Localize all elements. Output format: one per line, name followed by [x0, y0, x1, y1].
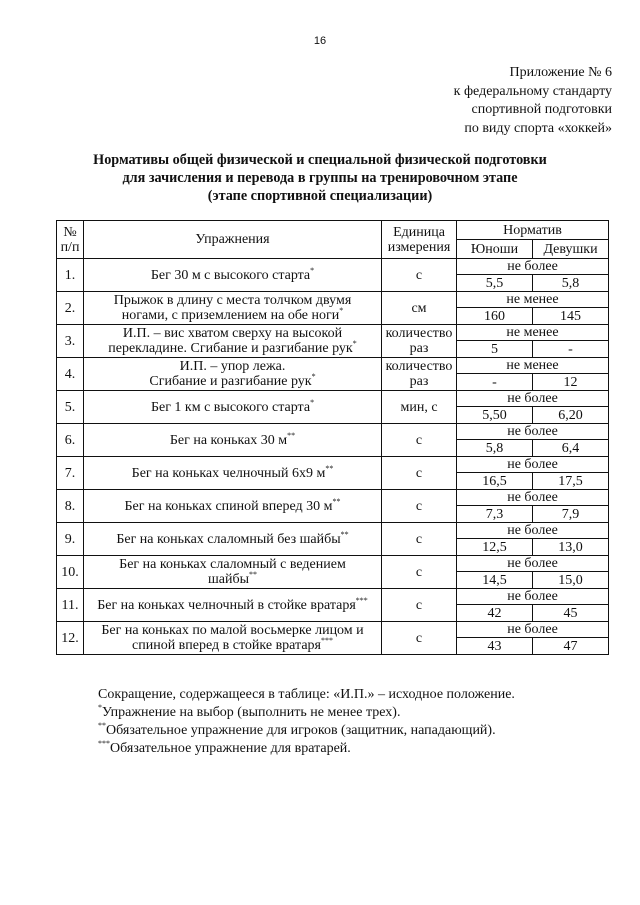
exercise-text: перекладине. Сгибание и разгибание рук [108, 341, 353, 356]
exercise-mark: * [352, 339, 357, 348]
value-girls: 45 [533, 605, 609, 622]
value-boys: 14,5 [457, 572, 533, 589]
header-number [57, 221, 84, 259]
exercise-cell [84, 589, 382, 622]
exercise-text: Сгибание и разгибание рук [149, 374, 312, 389]
value-boys: 5,8 [457, 440, 533, 457]
annex-line: Приложение № 6 [509, 65, 612, 80]
footnote-mark: *** [98, 739, 110, 748]
unit-line: с [415, 531, 423, 547]
value-girls: 47 [533, 638, 609, 655]
row-number: 12. [57, 622, 84, 655]
row-number: 2. [57, 292, 84, 325]
exercise-cell [84, 490, 382, 523]
norm-qualifier: не более [457, 259, 609, 275]
value-girls: 6,20 [533, 407, 609, 424]
exercise-text: Бег на коньках по малой восьмерке лицом и [101, 623, 364, 638]
row-number: 10. [57, 556, 84, 589]
unit-cell [382, 292, 457, 325]
header-unit-line: измерения [387, 239, 451, 255]
row-number: 1. [57, 259, 84, 292]
value-girls: 13,0 [533, 539, 609, 556]
unit-line: с [415, 564, 423, 580]
annex-line: по виду спорта «хоккей» [464, 120, 612, 136]
unit-cell [382, 358, 457, 391]
exercise-cell [84, 523, 382, 556]
unit-cell [382, 589, 457, 622]
unit-line: раз [409, 374, 429, 389]
norm-qualifier: не менее [457, 292, 609, 308]
value-boys: 5,50 [457, 407, 533, 424]
exercise-text: Бег на коньках челночный в стойке вратаря [97, 597, 356, 613]
exercise-text: Бег на коньках спиной вперед 30 м [124, 498, 333, 514]
exercise-line [86, 595, 379, 613]
unit-line: с [415, 465, 423, 481]
exercise-text: Бег на коньках слаломный без шайбы [116, 531, 341, 547]
value-girls: 15,0 [533, 572, 609, 589]
exercise-text: Бег на коньках слаломный с ведением [119, 557, 346, 572]
unit-cell [382, 556, 457, 589]
exercise-text: Прыжок в длину с места толчком двумя [113, 293, 352, 308]
exercise-cell [84, 424, 382, 457]
exercise-mark: ** [332, 496, 341, 506]
table-row [57, 622, 609, 638]
unit-line: с [415, 630, 423, 646]
exercise-mark: ** [287, 430, 296, 440]
row-number: 8. [57, 490, 84, 523]
unit-line: мин, с [400, 399, 438, 415]
table-row [57, 424, 609, 440]
header-number-line: п/п [60, 239, 80, 255]
exercise-line [86, 326, 379, 341]
exercise-text: Бег 30 м с высокого старта [150, 267, 311, 283]
table-row [57, 589, 609, 605]
unit-line: количество [385, 326, 453, 341]
exercise-text: И.П. – упор лежа. [179, 359, 286, 374]
exercise-line [86, 496, 379, 514]
value-girls: 7,9 [533, 506, 609, 523]
exercise-cell [84, 391, 382, 424]
value-boys: 5 [457, 341, 533, 358]
exercise-mark: * [310, 265, 315, 275]
exercise-line [86, 463, 379, 481]
row-number: 6. [57, 424, 84, 457]
exercise-mark: ** [340, 529, 349, 539]
table-row [57, 325, 609, 341]
exercise-mark: * [339, 306, 344, 315]
value-girls: - [533, 341, 609, 358]
page-number: 16 [313, 35, 327, 47]
footnote-3 [98, 740, 515, 758]
exercise-cell [84, 358, 382, 391]
title-line: Нормативы общей физической и специальной физической подготовки [93, 152, 547, 168]
unit-cell [382, 259, 457, 292]
norm-qualifier: не более [457, 556, 609, 572]
row-number: 9. [57, 523, 84, 556]
exercise-mark: * [311, 372, 316, 381]
unit-cell [382, 457, 457, 490]
title-line: (этапе спортивной специализации) [207, 188, 433, 204]
unit-line: с [415, 267, 423, 283]
annex-line: спортивной подготовки [471, 102, 612, 117]
table-body [57, 259, 609, 655]
footnote-text: Обязательное упражнение для вратарей. [110, 741, 351, 756]
value-boys: 42 [457, 605, 533, 622]
value-boys: 43 [457, 638, 533, 655]
exercise-mark: *** [355, 595, 368, 605]
unit-cell [382, 523, 457, 556]
table-row [57, 457, 609, 473]
norm-qualifier: не более [457, 622, 609, 638]
exercise-text: Бег на коньках челночный 6х9 м [131, 465, 326, 481]
table-row [57, 292, 609, 308]
value-girls: 17,5 [533, 473, 609, 490]
table-row [57, 556, 609, 572]
value-boys: 160 [457, 308, 533, 325]
norm-qualifier: не более [457, 457, 609, 473]
exercise-text: спиной вперед в стойке вратаря [132, 638, 321, 653]
document-title [40, 151, 600, 205]
footnote-mark: ** [98, 721, 106, 730]
exercise-line [86, 430, 379, 448]
exercise-text: шайбы [207, 572, 249, 587]
unit-line: с [415, 597, 423, 613]
norm-qualifier: не менее [457, 358, 609, 374]
table-row [57, 259, 609, 275]
table-row [57, 523, 609, 539]
header-number-line: № [63, 224, 77, 240]
value-girls: 145 [533, 308, 609, 325]
exercise-line [86, 572, 379, 587]
header-unit [382, 221, 457, 259]
exercise-mark: ** [249, 570, 257, 579]
unit-line: количество [385, 359, 453, 374]
footnote-mark: * [98, 703, 102, 712]
table-row [57, 358, 609, 374]
norm-qualifier: не более [457, 490, 609, 506]
unit-line: с [415, 432, 423, 448]
exercise-line [86, 265, 379, 283]
unit-line: с [415, 498, 423, 514]
unit-cell [382, 325, 457, 358]
table-row [57, 391, 609, 407]
footnote-text: Упражнение на выбор (выполнить не менее трех). [102, 705, 401, 720]
exercise-text: Бег на коньках 30 м [169, 432, 288, 448]
annex-header [454, 64, 612, 138]
value-boys: 16,5 [457, 473, 533, 490]
annex-line: к федеральному стандарту [453, 83, 612, 99]
exercise-line [86, 341, 379, 356]
norms-table [56, 220, 609, 655]
exercise-cell [84, 622, 382, 655]
exercise-cell [84, 292, 382, 325]
exercise-text: И.П. – вис хватом сверху на высокой [122, 326, 343, 341]
footnote-abbreviation: Сокращение, содержащееся в таблице: «И.П.» – исходное положение. [98, 687, 515, 702]
value-girls: 6,4 [533, 440, 609, 457]
norm-qualifier: не более [457, 523, 609, 539]
header-exercise: Упражнения [84, 221, 382, 259]
exercise-line [86, 638, 379, 653]
value-boys: 5,5 [457, 275, 533, 292]
exercise-line [86, 557, 379, 572]
row-number: 4. [57, 358, 84, 391]
value-boys: - [457, 374, 533, 391]
row-number: 5. [57, 391, 84, 424]
exercise-mark: *** [320, 636, 333, 645]
header-girls: Девушки [533, 240, 609, 259]
exercise-cell [84, 259, 382, 292]
value-girls: 12 [533, 374, 609, 391]
exercise-cell [84, 325, 382, 358]
norm-qualifier: не менее [457, 325, 609, 341]
row-number: 11. [57, 589, 84, 622]
value-boys: 12,5 [457, 539, 533, 556]
header-unit-line: Единица [393, 224, 445, 240]
exercise-text: ногами, с приземлением на обе ноги [121, 308, 340, 323]
exercise-line [86, 529, 379, 547]
exercise-line [86, 359, 379, 374]
norm-qualifier: не более [457, 391, 609, 407]
title-line: для зачисления и перевода в группы на тренировочном этапе [122, 170, 518, 186]
exercise-line [86, 374, 379, 389]
exercise-mark: ** [325, 463, 334, 473]
norm-qualifier: не более [457, 424, 609, 440]
footnote-1 [98, 704, 515, 722]
value-boys: 7,3 [457, 506, 533, 523]
exercise-mark: * [310, 397, 315, 407]
exercise-line [86, 397, 379, 415]
header-boys: Юноши [457, 240, 533, 259]
unit-line: см [411, 300, 427, 316]
header-norm: Норматив [457, 221, 609, 240]
exercise-line [86, 293, 379, 308]
exercise-line [86, 308, 379, 323]
unit-cell [382, 490, 457, 523]
norm-qualifier: не более [457, 589, 609, 605]
row-number: 3. [57, 325, 84, 358]
exercise-text: Бег 1 км с высокого старта [150, 399, 311, 415]
row-number: 7. [57, 457, 84, 490]
footnotes [98, 686, 515, 758]
exercise-line [86, 623, 379, 638]
value-girls: 5,8 [533, 275, 609, 292]
table-row [57, 490, 609, 506]
unit-cell [382, 391, 457, 424]
footnote-2 [98, 722, 515, 740]
unit-cell [382, 424, 457, 457]
exercise-cell [84, 556, 382, 589]
unit-line: раз [409, 341, 429, 356]
exercise-cell [84, 457, 382, 490]
unit-cell [382, 622, 457, 655]
footnote-text: Обязательное упражнение для игроков (защитник, нападающий). [106, 723, 496, 738]
